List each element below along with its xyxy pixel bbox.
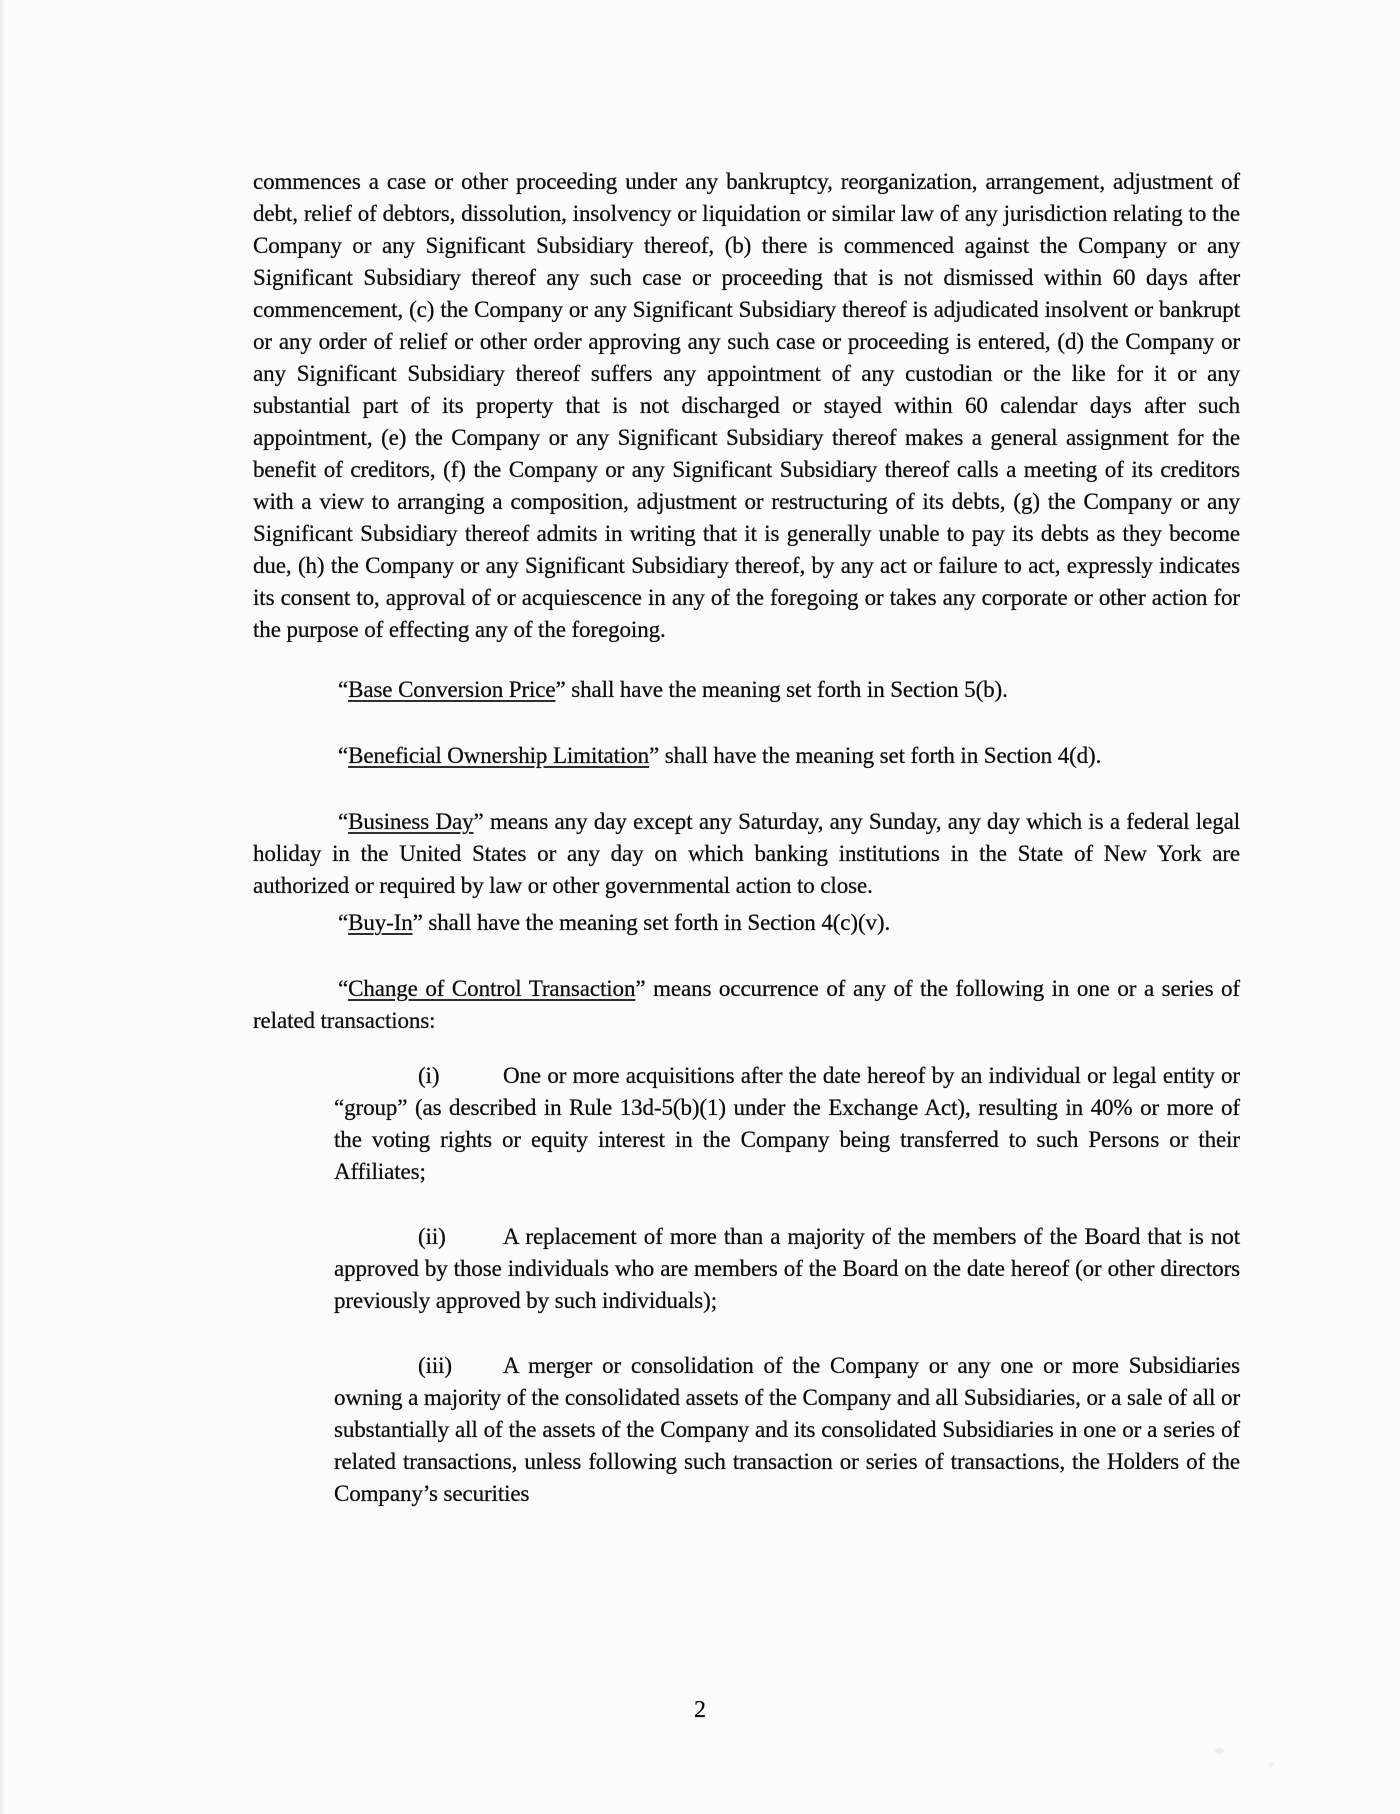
clause-text: A merger or consolidation of the Company or any one or more Subsidiaries owning a majority of the consolidated assets of the Company and all Subsidiaries, or a sale of all or substantially all of the assets of the Company and its consolidated Subsidiaries in one or a series of related transactions, unless following such transaction or series of transactions, the Holders of the Company’s securities [334,1353,1240,1506]
definition-buy-in [253,907,1240,939]
definition-text: ” shall have the meaning set forth in Section 4(c)(v). [412,910,891,935]
defined-term-beneficial-ownership-limitation: Beneficial Ownership Limitation [348,743,650,768]
open-quote: “ [338,809,349,834]
document-body [253,166,1240,1543]
clause-text: One or more acquisitions after the date hereof by an individual or legal entity or “group” (as described in Rule 13d-5(b)(1) under the Exchange Act), resulting in 40% or more of the voting rights or equity interest in the Company being transferred to such Persons or their Affiliates; [334,1063,1240,1184]
clause-label-ii: (ii) [418,1224,446,1249]
scan-speck [1215,1748,1224,1754]
open-quote: “ [338,910,349,935]
defined-term-business-day: Business Day [348,809,474,834]
change-of-control-clause-list [334,1060,1240,1510]
page-number: 2 [694,1697,706,1723]
scan-speck [1268,1762,1274,1767]
paragraph-bankruptcy-events-continuation: commences a case or other proceeding under any bankruptcy, reorganization, arrangement, adjustment of debt, relief of debtors, dissolution, insolvency or liquidation or similar law of any jurisdiction relating to the Company or any Significant Subsidiary thereof, (b) there is commenced against the Company or any Significant Subsidiary thereof any such case or proceeding that is not dismissed within 60 days after commencement, (c) the Company or any Significant Subsidiary thereof is adjudicated insolvent or bankrupt or any order of relief or other order approving any such case or proceeding is entered, (d) the Company or any Significant Subsidiary thereof suffers any appointment of any custodian or the like for it or any substantial part of its property that is not discharged or stayed within 60 calendar days after such appointment, (e) the Company or any Significant Subsidiary thereof makes a general assignment for the benefit of creditors, (f) the Company or any Significant Subsidiary thereof calls a meeting of its creditors with a view to arranging a composition, adjustment or restructuring of its debts, (g) the Company or any Significant Subsidiary thereof admits in writing that it is generally unable to pay its debts as they become due, (h) the Company or any Significant Subsidiary thereof, by any act or failure to act, expressly indicates its consent to, approval of or acquiescence in any of the foregoing or takes any corporate or other action for the purpose of effecting any of the foregoing. [253,169,1240,642]
clause-label-i: (i) [418,1063,440,1088]
definition-change-of-control-transaction [253,973,1240,1037]
open-quote: “ [338,743,349,768]
clause-text: A replacement of more than a majority of the members of the Board that is not approved by those individuals who are members of the Board on the date hereof (or other directors previously approved by such individuals); [334,1224,1240,1313]
defined-term-buy-in: Buy-In [348,910,413,935]
clause-ii-board-replacement [334,1221,1240,1317]
definition-text: ” means occurrence of any of the following in one or a series of related transactions: [253,976,1240,1033]
clause-iii-merger-consolidation [334,1350,1240,1510]
clause-label-iii: (iii) [418,1353,452,1378]
clause-i-acquisitions [334,1060,1240,1188]
open-quote: “ [338,976,349,1001]
definition-business-day [253,806,1240,902]
definition-beneficial-ownership-limitation [253,740,1240,772]
definition-base-conversion-price [253,674,1240,706]
definition-text: ” means any day except any Saturday, any Sunday, any day which is a federal legal holiday in the United States or any day on which banking institutions in the State of New York are authorized or required by law or other governmental action to close. [253,809,1240,898]
defined-term-change-of-control-transaction: Change of Control Transaction [348,976,636,1001]
open-quote: “ [338,677,349,702]
definition-text: ” shall have the meaning set forth in Section 4(d). [649,743,1102,768]
defined-term-base-conversion-price: Base Conversion Price [348,677,556,702]
definition-text: ” shall have the meaning set forth in Section 5(b). [555,677,1008,702]
